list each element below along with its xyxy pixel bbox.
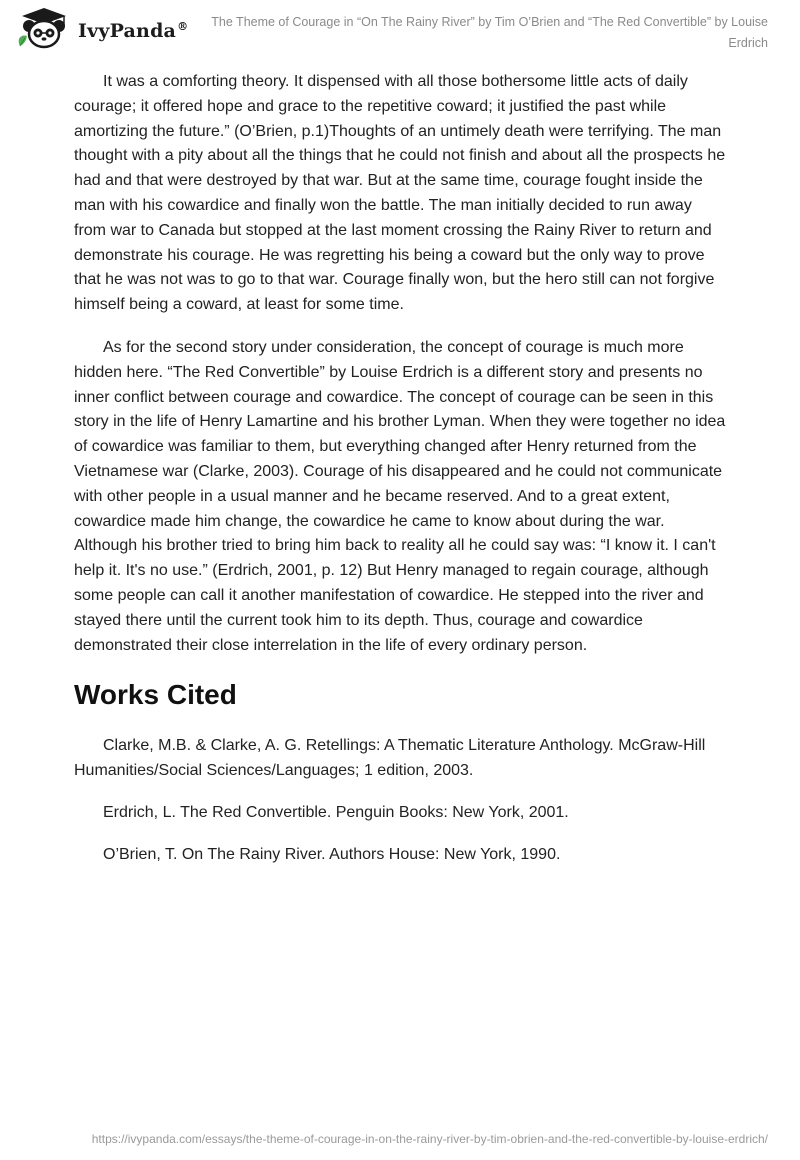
essay-content: [74, 70, 726, 885]
brand-name: [78, 20, 188, 42]
panda-graduate-icon: [14, 6, 74, 50]
ivypanda-logo[interactable]: [14, 6, 188, 50]
citation-entry: Erdrich, L. The Red Convertible. Penguin Books: New York, 2001.: [103, 803, 569, 821]
works-cited-list: [74, 734, 726, 867]
citation-entry: Clarke, M.B. & Clarke, A. G. Retellings: A Thematic Literature Anthology. McGraw-Hill Humanities/Social Sciences/Languages; 1 edition, 2003.: [74, 737, 706, 780]
works-cited-heading: Works Cited: [74, 679, 237, 711]
citation-entry: O’Brien, T. On The Rainy River. Authors House: New York, 1990.: [103, 845, 561, 863]
body-paragraph: It was a comforting theory. It dispensed with all those bothersome little acts of daily courage; it offered hope and grace to the repetitive coward; it justified the past while amortizing the future.” (O’Brien, p.1)Thoughts of an untimely death were terrifying. The man thought with a pity about all the things that he could not finish and about all the prospects he had and that were destroyed by that war. But at the same time, courage fought inside the man with his cowardice and finally won the battle. The man initially decided to run away from war to Canada but stopped at the last moment crossing the Rainy River to return and demonstrate his courage. He was regretting his being a coward but the only way to prove that he was not was to go to that war. Courage finally won, but the hero still can not forgive himself being a coward, at least for some time.: [74, 73, 726, 314]
body-paragraph: As for the second story under consideration, the concept of courage is much more hidden here. “The Red Convertible” by Louise Erdrich is a different story and presents no inner conflict between courage and cowardice. The concept of courage can be seen in this story in the life of Henry Lamartine and his brother Lyman. When they were together no idea of cowardice was familiar to them, but everything changed after Henry returned from the Vietnamese war (Clarke, 2003). Courage of his disappeared and he could not communicate with other people in a usual manner and he became reserved. And to a great extent, cowardice made him change, the cowardice he came to know about during the war. Although his brother tried to bring him back to reality all he could say was: “I know it. I can't help it. It's no use.” (Erdrich, 2001, p. 12) But Henry managed to regain courage, although some people can call it another manifestation of cowardice. He stepped into the river and stayed there until the current took him to its depth. Thus, courage and cowardice demonstrated their close interrelation in the life of every ordinary person.: [74, 338, 726, 654]
source-url[interactable]: https://ivypanda.com/essays/the-theme-of-courage-in-on-the-rainy-river-by-tim-obrien-and-the-red-convertible-by-louise-erdrich/: [91, 1132, 768, 1146]
registered-mark: ®: [177, 20, 189, 33]
page-header: [0, 0, 800, 60]
document-title: The Theme of Courage in “On The Rainy River” by Tim O’Brien and “The Red Convertible” by Louise Erdrich: [211, 15, 768, 50]
brand-name-text: IvyPanda: [78, 20, 177, 42]
